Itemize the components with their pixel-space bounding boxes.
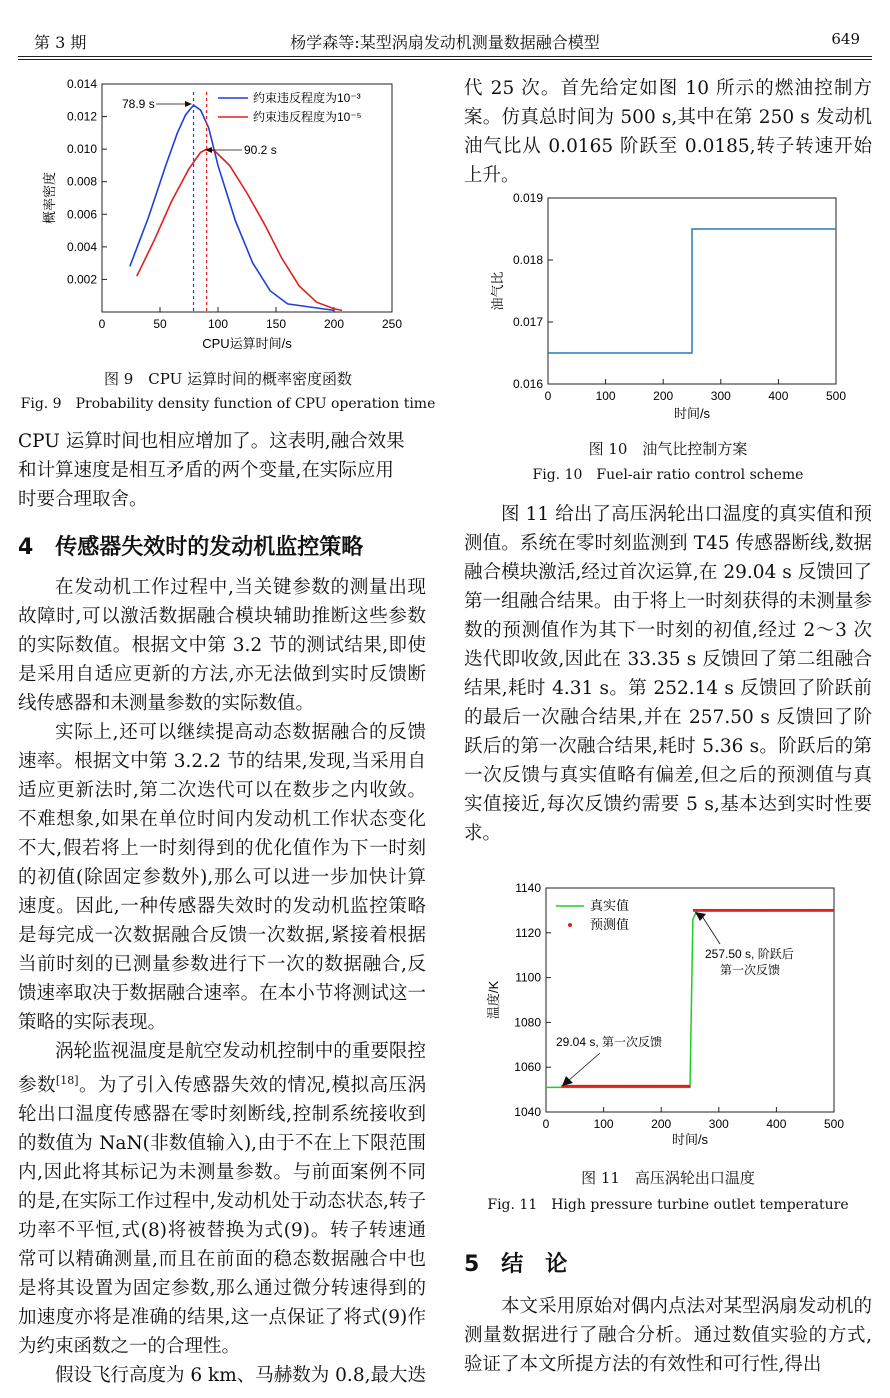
x-tick-label: 100 bbox=[593, 1117, 614, 1131]
left-body bbox=[18, 573, 426, 1390]
annotation-peak-1: 78.9 s bbox=[122, 97, 155, 111]
x-tick-label: 0 bbox=[544, 389, 552, 403]
y-tick-label: 0.002 bbox=[66, 272, 97, 287]
paragraph: 在发动机工作过程中,当关键参数的测量出现故障时,可以激活数据融合模块辅助推断这些参数的实际数值。根据文中第 3.2 节的测试结果,即使是采用自适应更新的方法,亦无法做到实时反馈断线传感器和未测量参数的实际数值。 bbox=[18, 577, 426, 714]
section-4-heading: 4 传感器失效时的发动机监控策略 bbox=[18, 535, 364, 560]
y-tick-label: 0.018 bbox=[512, 253, 543, 267]
x-tick-label: 400 bbox=[766, 1117, 787, 1131]
paragraph-text: 涡轮监视温度是航空发动机控制中的重要限控参数 bbox=[18, 1041, 426, 1097]
x-tick-label: 300 bbox=[708, 1117, 729, 1131]
y-tick-label: 0.017 bbox=[512, 315, 543, 329]
text-line: 时要合理取舍。 bbox=[18, 489, 148, 510]
x-tick-label: 150 bbox=[265, 317, 287, 331]
section-5-heading: 5 结 论 bbox=[464, 1252, 568, 1277]
y-tick-label: 0.019 bbox=[512, 191, 543, 205]
right-paragraph-2 bbox=[464, 500, 872, 848]
paragraph-text: 。为了引入传感器失效的情况,模拟高压涡轮出口温度传感器在零时刻断线,控制系统接收到的数值为 NaN(非数值输入),由于不在上下限范围内,因此将其标记为未测量参数。与前面案例不同的是,在实际工作过程中,发动机处于动态状态,转子功率不平恒,式(8)将被替换为式(9)。转子转速通常可以精确测量,而且在前面的稳态数据融合中也是将其设置为固定参数,那么通过微分转速得到的加速度亦将是准确的结果,这一点保证了将式(9)作为约束函数之一的合理性。 bbox=[18, 1075, 426, 1358]
figure-11-caption-cn: 图 11 高压涡轮出口温度 bbox=[581, 1169, 755, 1187]
y-tick-label: 1100 bbox=[515, 970, 541, 985]
paragraph: 本文采用原始对偶内点法对某型涡扇发动机的测量数据进行了融合分析。通过数值实验的方式,验证了本文所提方法的有效性和可行性,得出 bbox=[464, 1296, 872, 1375]
x-tick-label: 100 bbox=[595, 389, 616, 403]
x-tick-label: 0 bbox=[98, 317, 106, 331]
figure-9-caption-en: Fig. 9 Probability density function of CPU operation time bbox=[20, 396, 436, 412]
paragraph: 图 11 给出了高压涡轮出口温度的真实值和预测值。系统在零时刻监测到 T45 传感器断线,数据融合模块激活,经过首次运算,在 29.04 s 反馈回了第一组融合结果。由于将上一时刻获得的未测量参数的预测值作为其下一时刻的初值,经过 2～3 次迭代即收敛,因此在 33.35 s 反馈回了第二组融合结果,耗时 4.31 s。第 252.14 s 反馈回了阶跃前的最后一次融合结果,并在 257.50 s 反馈回了阶跃后的第一次融合结果,耗时 5.36 s。阶跃后的第一次反馈与真实值略有偏差,但之后的预测值与真实值接近,每次反馈约需要 5 s,基本达到实时性要求。 bbox=[464, 504, 872, 844]
paragraph: 实际上,还可以继续提高动态数据融合的反馈速率。根据文中第 3.2.2 节的结果,发现,当采用自适应更新法时,第二次迭代可以在数步之内收敛。不难想象,如果在单位时间内发动机工作状态变化不大,假若将上一时刻得到的优化值作为下一时刻的初值(除固定参数外),那么可以进一步加快计算速度。因此,一种传感器失效时的发动机监控策略是每完成一次数据融合反馈一次数据,紧接着根据当前时刻的已测量参数进行下一次的数据融合,反馈速率取决于数据融合速率。在本小节将测试这一策略的实际表现。 bbox=[18, 722, 426, 1033]
left-paragraph-1 bbox=[18, 427, 426, 514]
x-tick-label: 250 bbox=[381, 317, 403, 331]
x-tick-label: 500 bbox=[823, 1117, 845, 1131]
y-tick-label: 0.010 bbox=[66, 142, 97, 157]
figure-10-caption-cn: 图 10 油气比控制方案 bbox=[588, 440, 748, 458]
header-rule bbox=[18, 56, 872, 57]
y-tick-label: 0.014 bbox=[66, 77, 97, 91]
figure-9-chart bbox=[38, 74, 418, 356]
x-tick-label: 100 bbox=[207, 317, 229, 331]
figure-9-caption-cn: 图 9 CPU 运算时间的概率密度函数 bbox=[103, 370, 353, 388]
y-tick-label: 0.008 bbox=[66, 174, 97, 189]
x-tick-label: 300 bbox=[710, 389, 731, 403]
header-rule bbox=[18, 59, 872, 60]
annotation-arrow-2 bbox=[702, 916, 720, 944]
x-tick-label: 0 bbox=[542, 1117, 550, 1131]
x-axis-label: 时间/s bbox=[673, 406, 711, 421]
paragraph: 假设飞行高度为 6 km、马赫数为 0.8,最大迭 bbox=[55, 1365, 426, 1387]
legend-swatch-pred bbox=[568, 923, 572, 927]
legend-label-true: 真实值 bbox=[590, 898, 630, 913]
text-line: CPU 运算时间也相应增加了。这表明,融合效果 bbox=[18, 431, 405, 452]
right-paragraph-3 bbox=[464, 1292, 872, 1379]
annotation-arrowhead-1 bbox=[185, 101, 192, 107]
y-tick-label: 0.006 bbox=[66, 207, 97, 222]
annotation-step-line2: 第一次反馈 bbox=[720, 963, 781, 977]
legend-label-1: 约束违反程度为10⁻³ bbox=[253, 91, 361, 105]
x-axis-label: 时间/s bbox=[671, 1132, 709, 1147]
figure-11-chart bbox=[480, 878, 860, 1156]
fuel-air-ratio-line bbox=[548, 229, 836, 353]
text-line: 和计算速度是相互矛盾的两个变量,在实际应用 bbox=[18, 460, 394, 481]
issue-number: 第 3 期 bbox=[34, 33, 87, 52]
y-tick-label: 0.004 bbox=[66, 239, 97, 254]
predicted-point bbox=[831, 909, 834, 912]
y-tick-label: 1120 bbox=[515, 925, 541, 940]
y-axis-label: 概率密度 bbox=[42, 171, 57, 225]
predicted-point bbox=[687, 1085, 690, 1088]
x-tick-label: 200 bbox=[653, 389, 674, 403]
page-number: 649 bbox=[831, 30, 860, 48]
y-axis-label: 温度/K bbox=[486, 980, 501, 1020]
x-tick-label: 400 bbox=[768, 389, 789, 403]
paragraph bbox=[18, 1037, 426, 1361]
legend-label-pred: 预测值 bbox=[590, 917, 630, 932]
legend-label-2: 约束违反程度为10⁻⁵ bbox=[253, 110, 362, 124]
annotation-peak-2: 90.2 s bbox=[244, 143, 277, 157]
annotation-step-line1: 257.50 s, 阶跃后 bbox=[705, 947, 794, 961]
y-tick-label: 1080 bbox=[514, 1015, 541, 1030]
annotation-arrowhead-1 bbox=[562, 1076, 573, 1086]
x-axis-label: CPU运算时间/s bbox=[202, 336, 292, 351]
figure-10-chart bbox=[480, 188, 860, 428]
citation-ref[interactable]: [18] bbox=[55, 1074, 79, 1087]
x-tick-label: 200 bbox=[651, 1117, 672, 1131]
y-tick-label: 1060 bbox=[514, 1060, 541, 1075]
annotation-arrow-1 bbox=[568, 1053, 600, 1081]
x-tick-label: 50 bbox=[153, 317, 167, 331]
y-axis-label: 油气比 bbox=[490, 271, 505, 311]
figure-10-caption-en: Fig. 10 Fuel-air ratio control scheme bbox=[532, 467, 804, 483]
x-tick-label: 500 bbox=[825, 389, 847, 403]
paragraph: 代 25 次。首先给定如图 10 所示的燃油控制方案。仿真总时间为 500 s,其中在第 250 s 发动机油气比从 0.0165 阶跃至 0.0185,转子转速开始上升。 bbox=[464, 78, 872, 186]
figure-11-caption-en: Fig. 11 High pressure turbine outlet temperature bbox=[487, 1197, 849, 1213]
y-tick-label: 1040 bbox=[514, 1105, 541, 1119]
series-line-1 bbox=[130, 105, 334, 310]
true-value-line bbox=[546, 910, 834, 1087]
annotation-first-feedback: 29.04 s, 第一次反馈 bbox=[556, 1035, 663, 1049]
x-tick-label: 200 bbox=[323, 317, 345, 331]
y-tick-label: 1140 bbox=[515, 881, 541, 895]
running-title: 杨学森等:某型涡扇发动机测量数据融合模型 bbox=[290, 33, 600, 52]
right-paragraph-1 bbox=[464, 74, 872, 190]
y-tick-label: 0.016 bbox=[512, 377, 543, 391]
y-tick-label: 0.012 bbox=[66, 109, 97, 124]
